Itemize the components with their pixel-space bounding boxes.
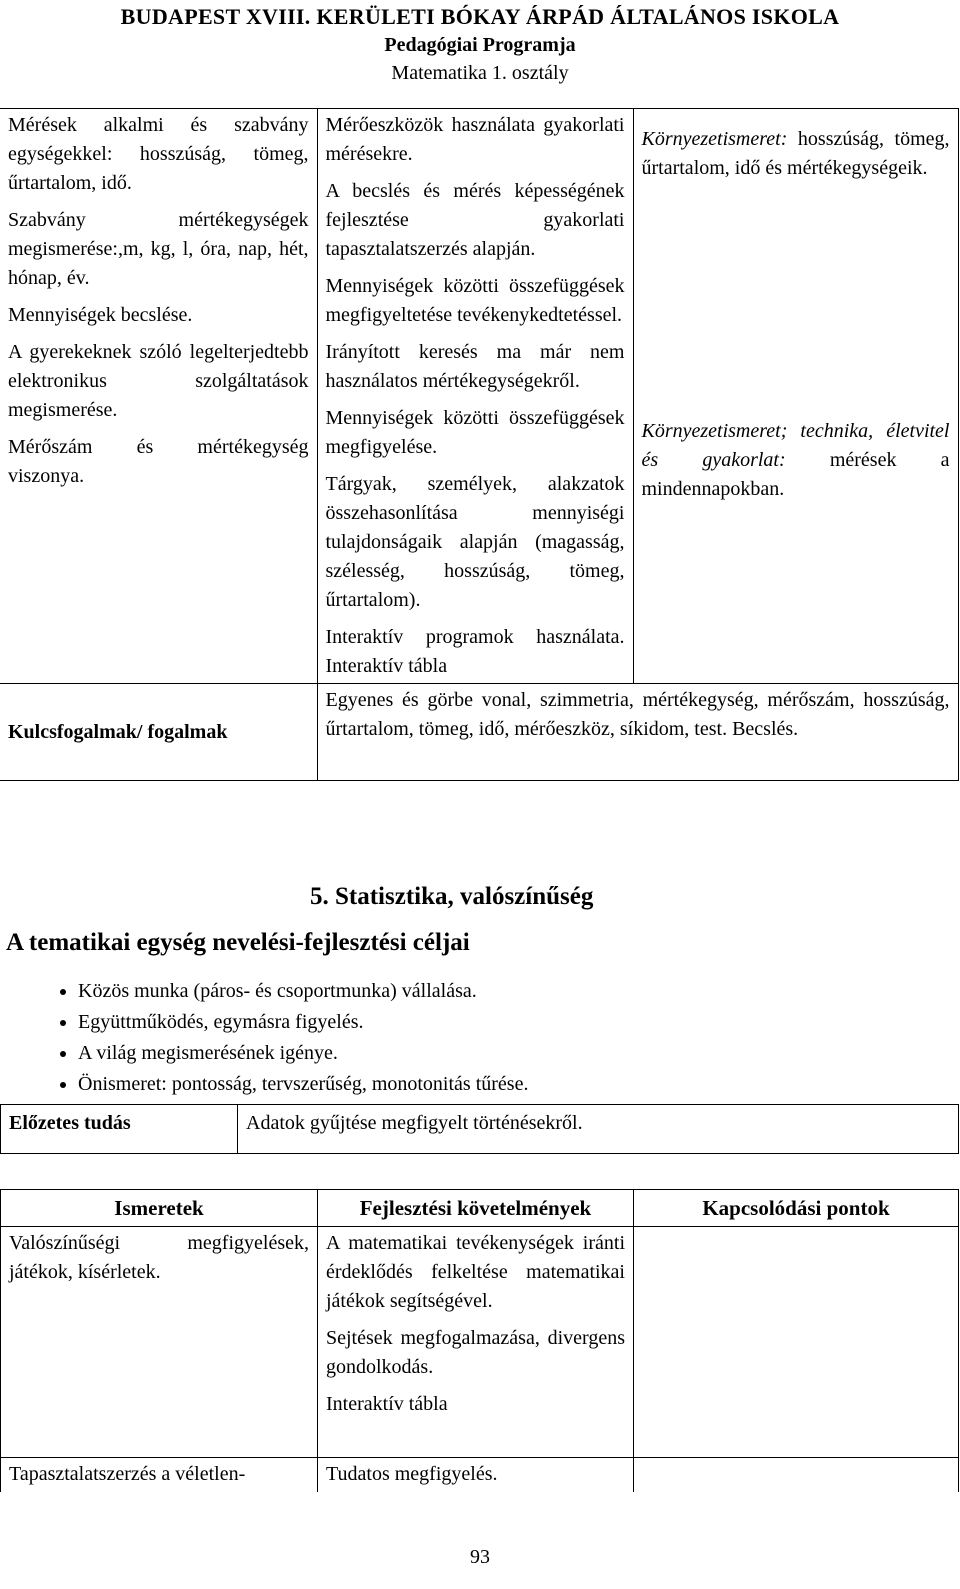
- table-row: [1, 1105, 959, 1154]
- knowledge-item: Mérőszám és mértékegység viszonya.: [8, 436, 309, 487]
- prior-knowledge-table: [0, 1104, 959, 1154]
- connections-cell: [634, 1458, 959, 1493]
- table-header-row: [1, 1190, 959, 1227]
- subject-title: Matematika 1. osztály: [391, 62, 569, 84]
- requirement-item: Mennyiségek közötti összefüggések megfigyeltetése tevékenykedtetéssel.: [325, 275, 625, 326]
- list-item: • Együttműködés, egymásra figyelés.: [78, 1007, 528, 1038]
- page-number: 93: [470, 1546, 490, 1568]
- requirements-cell: [318, 1227, 634, 1458]
- column-header: Fejlesztési követelmények: [318, 1190, 634, 1227]
- content-table-statistics: [0, 1189, 959, 1492]
- list-item: • A világ megismerésének igénye.: [78, 1038, 528, 1069]
- requirement-item: Sejtések megfogalmazása, divergens gondolkodás.: [326, 1327, 625, 1378]
- connection-text: mérések a mindennapokban.: [641, 449, 950, 500]
- prior-knowledge-label: Előzetes tudás: [1, 1105, 238, 1154]
- program-title: Pedagógiai Programja: [384, 34, 576, 56]
- goals-list: [40, 976, 528, 1100]
- requirement-item: Mérőeszközök használata gyakorlati mérésekre.: [325, 114, 625, 165]
- list-item: • Közös munka (páros- és csoportmunka) vállalása.: [78, 976, 528, 1007]
- requirement-item: Tárgyak, személyek, alakzatok összehasonlítása mennyiségi tulajdonságaik alapján (magasság, szélesség, hosszúság, tömeg, űrtartalom).: [325, 473, 625, 611]
- requirement-item: Mennyiségek közötti összefüggések megfigyelése.: [325, 407, 625, 458]
- requirement-item: A becslés és mérés képességének fejlesztése gyakorlati tapasztalatszerzés alapján.: [325, 180, 625, 260]
- knowledge-cell: Tapasztalatszerzés a véletlen-: [1, 1458, 318, 1493]
- connection-subject: Környezetismeret; technika, életvitel és gyakorlat:: [641, 420, 950, 471]
- connections-cell: [634, 1227, 959, 1458]
- column-header: Kapcsolódási pontok: [634, 1190, 959, 1227]
- list-item: • Önismeret: pontosság, tervszerűség, monotonitás tűrése.: [78, 1069, 528, 1100]
- key-concepts-text: Egyenes és görbe vonal, szimmetria, mértékegység, mérőszám, hosszúság, űrtartalom, tömeg, idő, mérőeszköz, síkidom, test. Becslés.: [317, 684, 958, 781]
- school-name: BUDAPEST XVIII. KERÜLETI BÓKAY ÁRPÁD ÁLTALÁNOS ISKOLA: [120, 4, 840, 29]
- knowledge-cell: Valószínűségi megfigyelések, játékok, kísérletek.: [1, 1227, 318, 1458]
- connections-cell: [633, 109, 958, 684]
- content-table-measurement: [0, 108, 959, 781]
- requirement-item: Irányított keresés ma már nem használatos mértékegységekről.: [325, 341, 625, 392]
- column-header: Ismeretek: [1, 1190, 318, 1227]
- knowledge-cell: [0, 109, 317, 684]
- table-row: [0, 684, 958, 781]
- table-row: [0, 109, 958, 684]
- key-concepts-label: Kulcsfogalmak/ fogalmak: [0, 684, 317, 781]
- table-row: [1, 1458, 959, 1493]
- connection-text: hosszúság, tömeg, űrtartalom, idő és mértékegységeik.: [641, 128, 950, 179]
- knowledge-item: Mennyiségek becslése.: [8, 304, 193, 326]
- requirement-item: A matematikai tevékenységek iránti érdeklődés felkeltése matematikai játékok segítségével.: [326, 1232, 625, 1312]
- knowledge-item: A gyerekeknek szóló legelterjedtebb elektronikus szolgáltatások megismerése.: [8, 341, 309, 421]
- requirement-item: Interaktív programok használata. Interaktív tábla: [325, 626, 625, 677]
- goals-title: A tematikai egység nevelési-fejlesztési céljai: [6, 929, 470, 956]
- knowledge-item: Szabvány mértékegységek megismerése:,m, kg, l, óra, nap, hét, hónap, év.: [8, 209, 309, 289]
- table-row: [1, 1227, 959, 1458]
- knowledge-item: Mérések alkalmi és szabvány egységekkel: hosszúság, tömeg, űrtartalom, idő.: [8, 114, 309, 194]
- connection-subject: Környezetismeret:: [641, 128, 788, 150]
- prior-knowledge-text: Adatok gyűjtése megfigyelt történésekről.: [238, 1105, 959, 1154]
- section-title: 5. Statisztika, valószínűség: [310, 883, 594, 910]
- connection-item: [642, 417, 950, 504]
- connection-item: [642, 125, 950, 183]
- requirement-item: Interaktív tábla: [326, 1393, 448, 1415]
- requirements-cell: Tudatos megfigyelés.: [318, 1458, 634, 1493]
- requirements-cell: [317, 109, 633, 684]
